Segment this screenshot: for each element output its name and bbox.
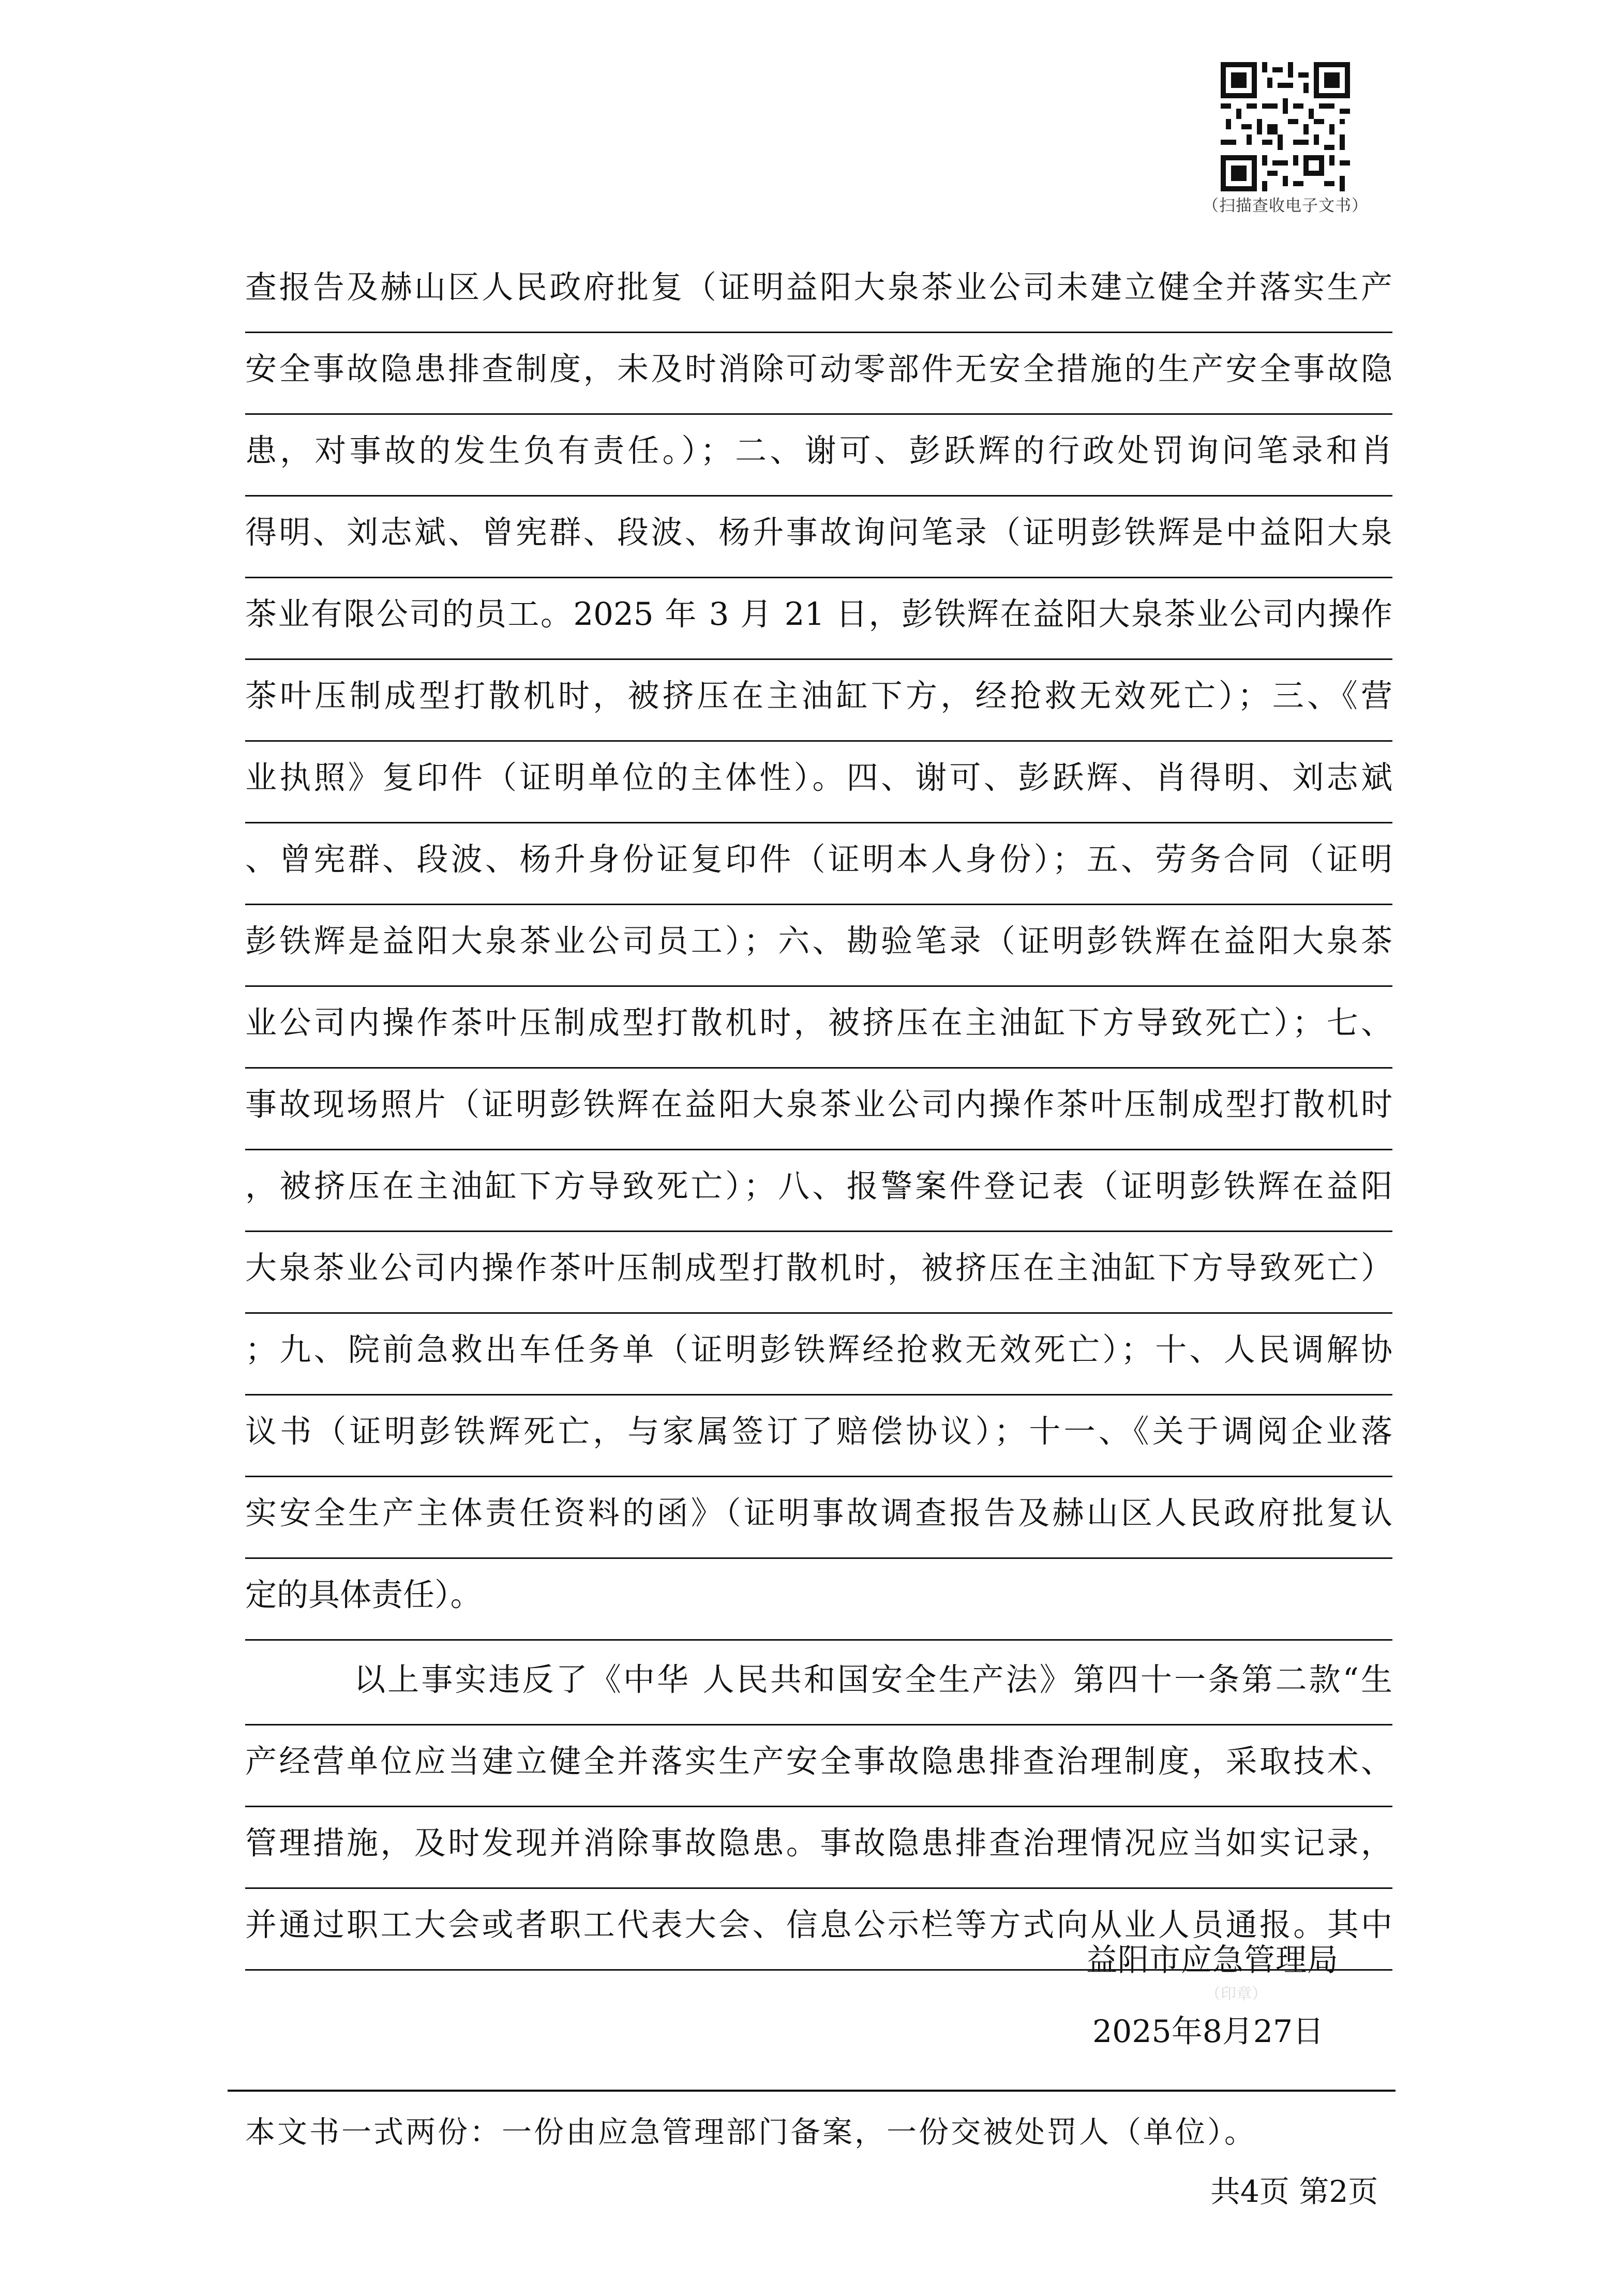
body-line: 茶业有限公司的员工。2025 年 3 月 21 日，彭铁辉在益阳大泉茶业公司内操作 (245, 578, 1392, 660)
seal-placeholder: （印章） (1205, 1985, 1267, 2003)
body-line: 患，对事故的发生负有责任。）；二、谢可、彭跃辉的行政处罚询问笔录和肖 (245, 415, 1392, 497)
law-line: 管理措施，及时发现并消除事故隐患。事故隐患排查治理情况应当如实记录， (245, 1807, 1392, 1889)
footer-note: 本文书一式两份：一份由应急管理部门备案，一份交被处罚人（单位）。 (245, 2114, 1257, 2150)
body-line: 定的具体责任）。 (245, 1559, 1392, 1641)
body-line: 查报告及赫山区人民政府批复（证明益阳大泉茶业公司未建立健全并落实生产 (245, 251, 1392, 333)
qr-code (1221, 62, 1350, 191)
body-line: 、曾宪群、段波、杨升身份证复印件（证明本人身份）；五、劳务合同（证明 (245, 823, 1392, 905)
footer-divider (228, 2090, 1396, 2092)
law-line: 产经营单位应当建立健全并落实生产安全事故隐患排查治理制度，采取技术、 (245, 1725, 1392, 1807)
qr-caption: （扫描查收电子文书） (1203, 197, 1368, 215)
issue-date: 2025年8月27日 (1092, 2014, 1324, 2050)
body-line: 议书（证明彭铁辉死亡，与家属签订了赔偿协议）；十一、《关于调阅企业落 (245, 1395, 1392, 1477)
body-line: 彭铁辉是益阳大泉茶业公司员工）；六、勘验笔录（证明彭铁辉在益阳大泉茶 (245, 905, 1392, 987)
body-line: ，被挤压在主油缸下方导致死亡）；八、报警案件登记表（证明彭铁辉在益阳 (245, 1150, 1392, 1232)
law-line: 以上事实违反了《中华 人民共和国安全生产法》第四十一条第二款“生 (245, 1644, 1392, 1725)
body-line: 安全事故隐患排查制度，未及时消除可动零部件无安全措施的生产安全事故隐 (245, 333, 1392, 415)
issuing-authority: 益阳市应急管理局 (1086, 1942, 1339, 1978)
body-line: ；九、院前急救出车任务单（证明彭铁辉经抢救无效死亡）；十、人民调解协 (245, 1314, 1392, 1395)
body-line: 业公司内操作茶叶压制成型打散机时，被挤压在主油缸下方导致死亡）；七、 (245, 987, 1392, 1069)
body-line: 大泉茶业公司内操作茶叶压制成型打散机时，被挤压在主油缸下方导致死亡） (245, 1232, 1392, 1314)
page-number: 共4页 第2页 (1210, 2174, 1378, 2209)
body-line: 实安全生产主体责任资料的函》（证明事故调查报告及赫山区人民政府批复认 (245, 1477, 1392, 1559)
body-line: 业执照》复印件（证明单位的主体性）。四、谢可、彭跃辉、肖得明、刘志斌 (245, 742, 1392, 823)
document-body (245, 251, 1392, 1971)
body-line: 得明、刘志斌、曾宪群、段波、杨升事故询问笔录（证明彭铁辉是中益阳大泉 (245, 497, 1392, 578)
law-line: 并通过职工大会或者职工代表大会、信息公示栏等方式向从业人员通报。其中 (245, 1889, 1392, 1971)
body-line: 茶叶压制成型打散机时，被挤压在主油缸下方，经抢救无效死亡）；三、《营 (245, 660, 1392, 742)
body-line: 事故现场照片（证明彭铁辉在益阳大泉茶业公司内操作茶叶压制成型打散机时 (245, 1069, 1392, 1150)
